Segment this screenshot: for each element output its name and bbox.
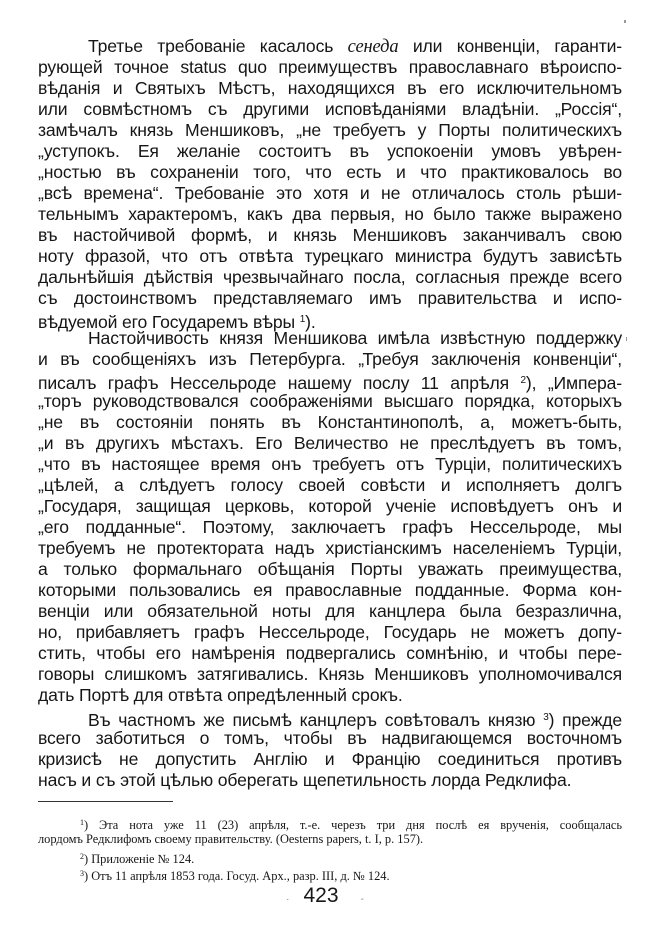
text-line xyxy=(38,391,622,412)
footnotes xyxy=(38,814,622,882)
text-line xyxy=(38,580,622,601)
text-segment: „его подданные“. Поэтому, заключаетъ графъ Нессельроде, мы xyxy=(38,517,622,537)
footnote-reference: 3 xyxy=(80,869,84,878)
text-segment: или совмѣстномъ съ другими исповѣданіями владѣніи. „Россія“, xyxy=(38,99,622,119)
text-line xyxy=(38,246,622,267)
footnote-reference: 1 xyxy=(80,818,84,827)
text-line xyxy=(38,601,622,622)
text-line xyxy=(38,770,622,791)
page-number-text: 423 xyxy=(303,884,339,907)
text-segment: тельнымъ характеромъ, какъ два первыя, но было также выражено xyxy=(38,204,622,224)
text-line xyxy=(38,622,622,643)
text-segment: дать Портѣ для отвѣта опредѣленный срокъ. xyxy=(38,685,403,705)
text-line xyxy=(38,120,622,141)
text-segment: „и въ другихъ мѣстахъ. Его Величество не преслѣдуетъ въ томъ, xyxy=(38,433,622,453)
text-segment: кризисѣ не допустить Англію и Францію соединиться противъ xyxy=(38,749,622,769)
text-segment: а только формальнаго обѣщанія Порты уважать преимущества, xyxy=(38,559,622,579)
text-line xyxy=(38,370,622,391)
text-line xyxy=(38,36,622,57)
text-line xyxy=(38,99,622,120)
text-line xyxy=(38,328,622,349)
text-line xyxy=(38,433,622,454)
text-segment: стить, чтобы его намѣренія подвергались сомнѣнію, и чтобы пере- xyxy=(38,643,622,663)
text-line xyxy=(38,559,622,580)
paragraph-1 xyxy=(38,36,622,330)
text-segment: дальнѣйшія дѣйствія чрезвычайнаго посла, согласныя прежде всего xyxy=(38,267,622,287)
text-segment: „торъ руководствовался соображеніями высшаго порядка, которыхъ xyxy=(38,391,622,411)
text-segment: говоры слишкомъ затягивались. Князь Меншиковъ уполномочивался xyxy=(38,664,622,684)
text-line xyxy=(38,814,622,831)
text-segment: замѣчалъ князь Меншиковъ, „не требуетъ у Порты политическихъ xyxy=(38,120,622,140)
text-segment: требуемъ не протектората надъ христіанскимъ населеніемъ Турціи, xyxy=(38,538,622,558)
text-segment: ) Приложеніе № 124. xyxy=(84,852,195,866)
text-segment: венціи или обязательной ноты для канцлера была безразлична, xyxy=(38,601,622,621)
text-segment: писалъ графъ Нессельроде нашему послу 11 апрѣля xyxy=(38,373,521,393)
text-line xyxy=(38,538,622,559)
scan-speck xyxy=(626,337,627,341)
text-segment: вѣдуемой его Государемъ вѣры xyxy=(38,312,300,332)
text-line xyxy=(38,707,622,728)
text-line xyxy=(38,749,622,770)
text-line xyxy=(38,162,622,183)
footnote-reference: 2 xyxy=(520,375,526,386)
text-line xyxy=(38,78,622,99)
text-line xyxy=(38,454,622,475)
text-line xyxy=(38,412,622,433)
text-line xyxy=(38,664,622,685)
paragraph-3 xyxy=(38,707,622,791)
scan-speck xyxy=(624,20,626,23)
text-line xyxy=(38,183,622,204)
text-segment: „всѣ времена“. Требованіе это хотя и не отличалось столь рѣши- xyxy=(38,183,622,203)
page-number-mark-left: · xyxy=(286,894,290,905)
text-line xyxy=(38,643,622,664)
text-segment: съ достоинствомъ представляемаго имъ правительства и испо- xyxy=(38,288,622,308)
text-segment: которыми пользовались ея православные подданные. Форма кон- xyxy=(38,580,622,600)
text-segment: „не въ состояніи понять въ Константинополѣ, а, можетъ-быть, xyxy=(38,412,622,432)
text-segment: ) Эта нота уже 11 (23) апрѣля, т.-е. черезъ три дня послѣ ея врученія, сообщалась xyxy=(84,818,622,832)
text-segment: ), „Импера- xyxy=(525,373,622,393)
footnote-reference: 2 xyxy=(80,852,84,861)
text-line xyxy=(38,141,622,162)
text-line xyxy=(38,349,622,370)
text-segment: „цѣлей, а слѣдуетъ голосу своей совѣсти и исполняетъ долгъ xyxy=(38,475,622,495)
text-line xyxy=(38,517,622,538)
text-segment: Настойчивость князя Меншикова имѣла извѣстную поддержку xyxy=(88,328,622,348)
text-segment: или конвенціи, гаранти- xyxy=(398,36,622,56)
text-segment: Третье требованіе касалось xyxy=(88,36,348,56)
footnote-1 xyxy=(38,814,622,848)
text-line xyxy=(38,288,622,309)
text-segment: насъ и съ этой цѣлью оберегать щепетильность лорда Редклифа. xyxy=(38,770,572,790)
footnote-reference: 1 xyxy=(299,314,306,325)
text-segment: „что въ настоящее время онъ требуетъ отъ Турціи, политическихъ xyxy=(38,454,622,474)
text-line xyxy=(38,685,622,706)
text-line xyxy=(38,475,622,496)
footnote-3 xyxy=(38,865,622,882)
text-segment: и въ сообщеніяхъ изъ Петербурга. „Требуя заключенія конвенціи“, xyxy=(38,349,622,369)
text-segment: ). xyxy=(305,312,316,332)
page-number xyxy=(0,884,650,908)
text-line xyxy=(38,309,622,330)
paragraph-2 xyxy=(38,328,622,706)
footnote-reference: 3 xyxy=(543,712,549,723)
text-segment: Въ частномъ же письмѣ канцлеръ совѣтовалъ князю xyxy=(88,710,544,730)
text-line xyxy=(38,225,622,246)
footnote-2 xyxy=(38,848,622,865)
text-segment: всего заботиться о томъ, чтобы въ надвигающемся восточномъ xyxy=(38,728,622,748)
page-number-mark-right: - xyxy=(360,894,364,905)
text-line xyxy=(38,728,622,749)
text-segment: „ностью въ сохраненіи того, что есть и что практиковалось во xyxy=(38,162,622,182)
text-segment: но, прибавляетъ графъ Нессельроде, Государь не можетъ допу- xyxy=(38,622,622,642)
text-line xyxy=(38,204,622,225)
text-line xyxy=(38,848,622,865)
text-segment: рующей точное status quo преимуществъ православнаго вѣроиспо- xyxy=(38,57,622,77)
text-line xyxy=(38,267,622,288)
text-segment: ) Отъ 11 апрѣля 1853 года. Госуд. Арх., разр. III, д. № 124. xyxy=(84,869,390,883)
text-segment: „Государя, защищая церковь, которой ученіе исповѣдуетъ онъ и xyxy=(38,496,622,516)
text-segment: въ настойчивой формѣ, и князь Меншиковъ заканчивалъ свою xyxy=(38,225,622,245)
text-segment: вѣданія и Святыхъ Мѣстъ, находящихся въ его исключительномъ xyxy=(38,78,622,98)
text-line xyxy=(38,865,622,882)
italic-term: сенеда xyxy=(347,37,399,57)
text-segment: ноту фразой, что отъ отвѣта турецкаго министра будутъ зависѣть xyxy=(38,246,622,266)
footnote-separator xyxy=(38,801,173,802)
text-line xyxy=(38,831,622,848)
text-line xyxy=(38,496,622,517)
text-line xyxy=(38,57,622,78)
text-segment: ) прежде xyxy=(548,710,622,730)
text-segment: лордомъ Редклифомъ своему правительству. (Oesterns papers, t. I, p. 157). xyxy=(38,832,424,846)
text-segment: „уступокъ. Ея желаніе состоитъ въ успокоеніи умовъ увѣрен- xyxy=(38,141,622,161)
